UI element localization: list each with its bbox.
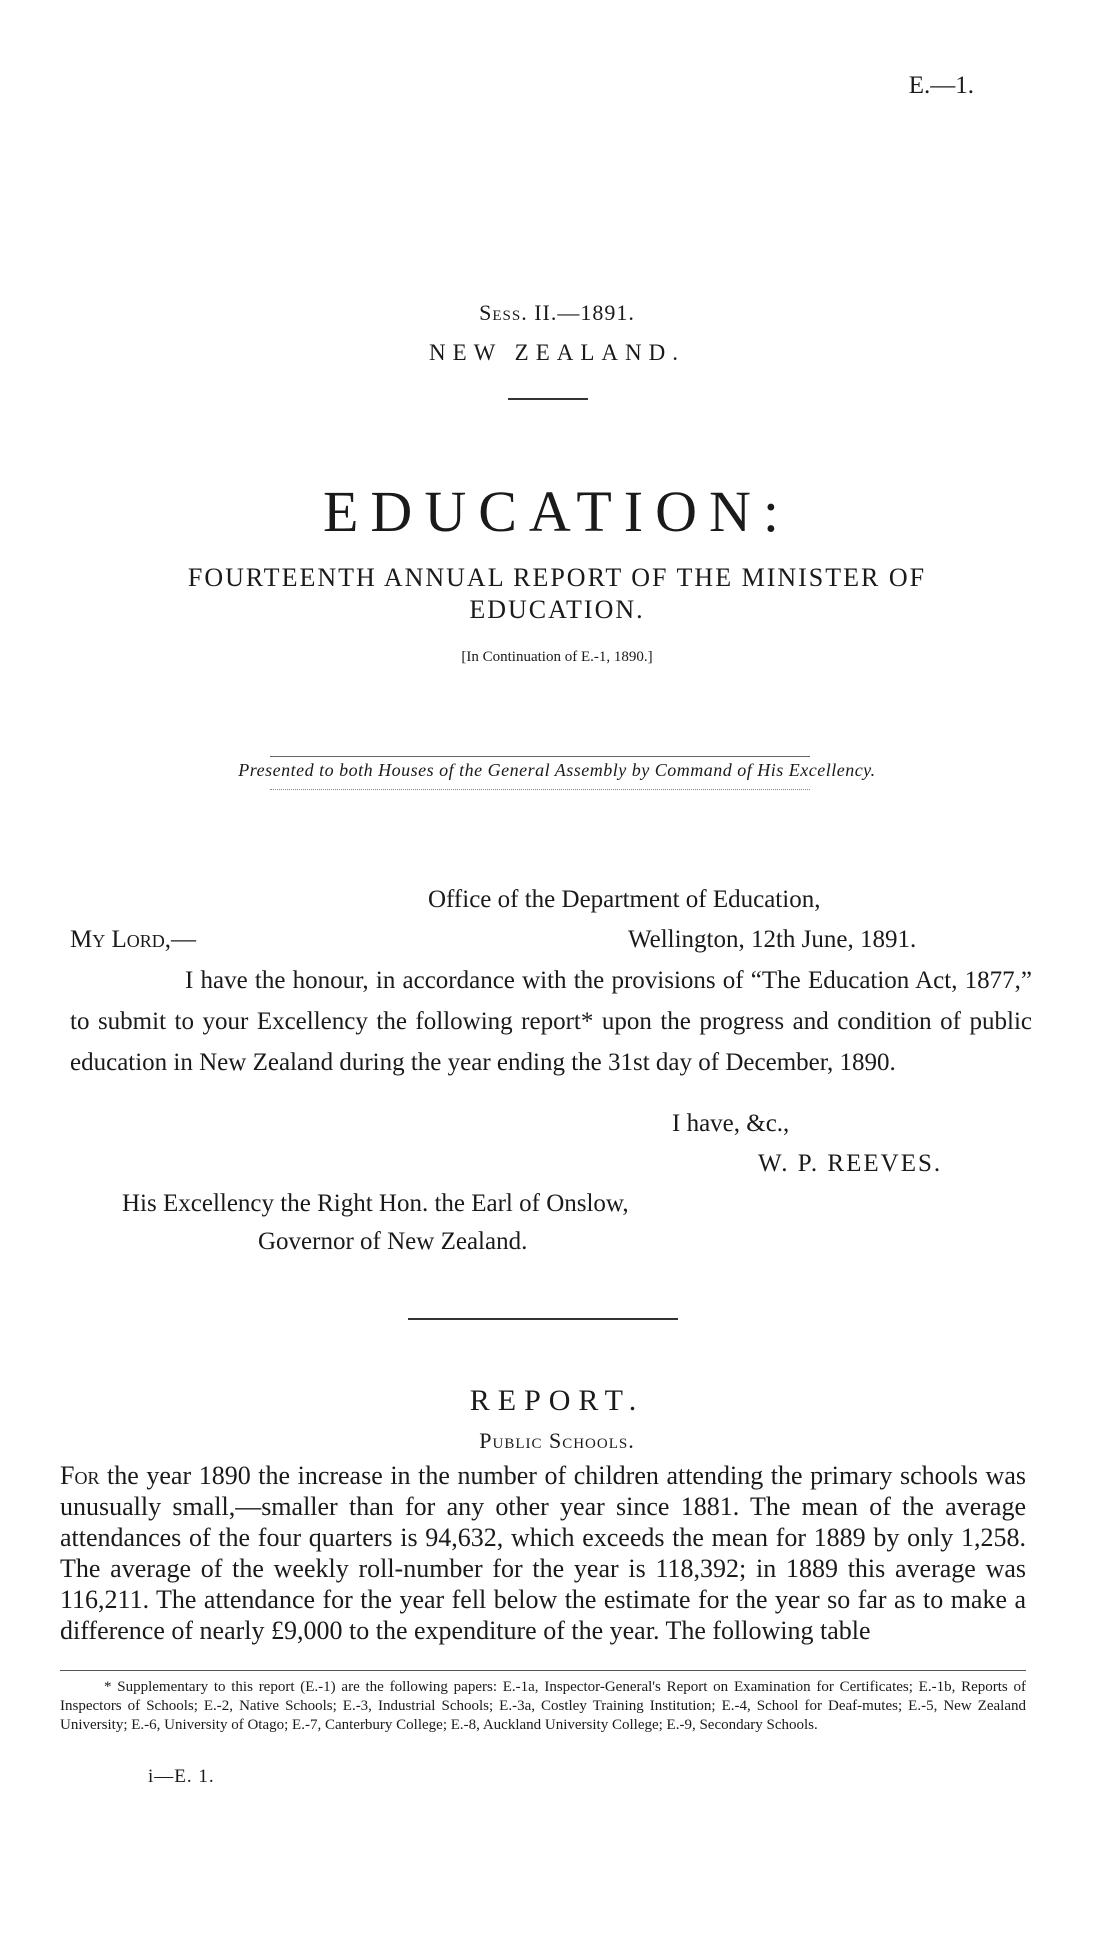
salutation: My Lord,— (70, 926, 197, 953)
footnote: * Supplementary to this report (E.-1) are the following papers: E.-1a, Inspector-General's Report on Examination for Certificates; E.-1b, Reports of Inspectors of Schools; E.-2, Native Schools; E.-3, Industrial Schools; E.-3a, Costley Training Institution; E.-4, School for Deaf-mutes; E.-5, New Zealand University; E.-6, University of Otago; E.-7, Canterbury College; E.-8, Auckland University College; E.-9, Secondary Schools. (60, 1679, 1026, 1733)
subtitle-line-2: EDUCATION. (469, 595, 645, 624)
addressee-line-1: His Excellency the Right Hon. the Earl of Onslow, (122, 1190, 629, 1217)
signature: W. P. REEVES. (758, 1150, 943, 1177)
report-paragraph (60, 1460, 1026, 1646)
footer-page-code: i—E. 1. (148, 1766, 215, 1787)
letter-body: I have the honour, in accordance with the provisions of “The Education Act, 1877,” to submit to your Excellency the following report* upon the progress and condition of public education in New Zealand during the year ending the 31st day of December, 1890. (70, 967, 1032, 1076)
country-line: NEW ZEALAND. (428, 340, 686, 365)
report-first-word: For (60, 1461, 100, 1490)
presented-rule-bottom (270, 789, 810, 790)
page-code: E.—1. (908, 72, 974, 99)
office-line: Office of the Department of Education, (428, 886, 821, 913)
place-date: Wellington, 12th June, 1891. (628, 926, 917, 953)
title-divider (508, 398, 588, 400)
letter-closing: I have, &c., (672, 1110, 790, 1137)
addressee-line-2: Governor of New Zealand. (258, 1228, 528, 1255)
presented-line: Presented to both Houses of the General Assembly by Command of His Excellency. (238, 760, 876, 780)
section-divider (408, 1318, 678, 1320)
footnote-rule (60, 1670, 1026, 1671)
section-heading: Public Schools. (479, 1428, 635, 1453)
presented-rule-top (270, 756, 810, 757)
main-title: EDUCATION: (323, 479, 791, 544)
subtitle-line-1: FOURTEENTH ANNUAL REPORT OF THE MINISTER OF (187, 563, 927, 592)
continuation-note: [In Continuation of E.-1, 1890.] (461, 649, 653, 665)
report-paragraph-text: the year 1890 the increase in the number of children attending the primary schools was unusually small,—smaller than for any other year since 1881. The mean of the average attendances of the four quarters is 94,632, which exceeds the mean for 1889 by only 1,258. The average of the weekly roll-number for the year is 118,392; in 1889 this average was 116,211. The attendance for the year fell below the estimate for the year so far as to make a difference of nearly £9,000 to the expenditure of the year. The following table (60, 1461, 1026, 1645)
report-title: REPORT. (469, 1384, 645, 1417)
session-line: Sess. II.—1891. (479, 300, 635, 325)
